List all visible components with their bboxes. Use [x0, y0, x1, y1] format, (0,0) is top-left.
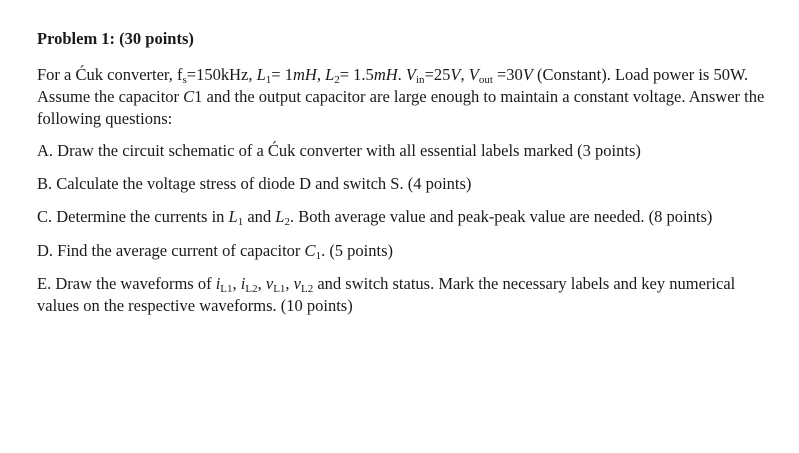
question-e: E. Draw the waveforms of $i_{L1}$, $i_{L2}$, $v_{L1}$, $v_{L2}$ and switch status. Mark the necessary labels and key numerical values on the respective waveforms. (10 points): [37, 274, 736, 315]
question-c: C. Determine the currents in $L_1$ and $L_2$. Both average value and peak-peak value are needed. (8 points): [37, 207, 713, 228]
problem-statement: For a Ćuk converter, $f_s=150kHz$, $L_1= 1mH$, $L_2= 1.5mH$. $V_{in}=25V$, $V_{out} =30V$ (Constant). Load power is 50W. Assume the capacitor C1 and the output capacitor are large enough to maintain a constant voltage. Answer the following questions:: [37, 65, 765, 128]
question-b: B. Calculate the voltage stress of diode D and switch S. (4 points): [37, 174, 472, 193]
question-d: D. Find the average current of capacitor $C_1$. (5 points): [37, 241, 394, 262]
question-a: A. Draw the circuit schematic of a Ćuk converter with all essential labels marked (3 points): [37, 141, 641, 160]
problem-document: [37, 29, 777, 328]
problem-title: Problem 1: (30 points): [37, 29, 194, 48]
